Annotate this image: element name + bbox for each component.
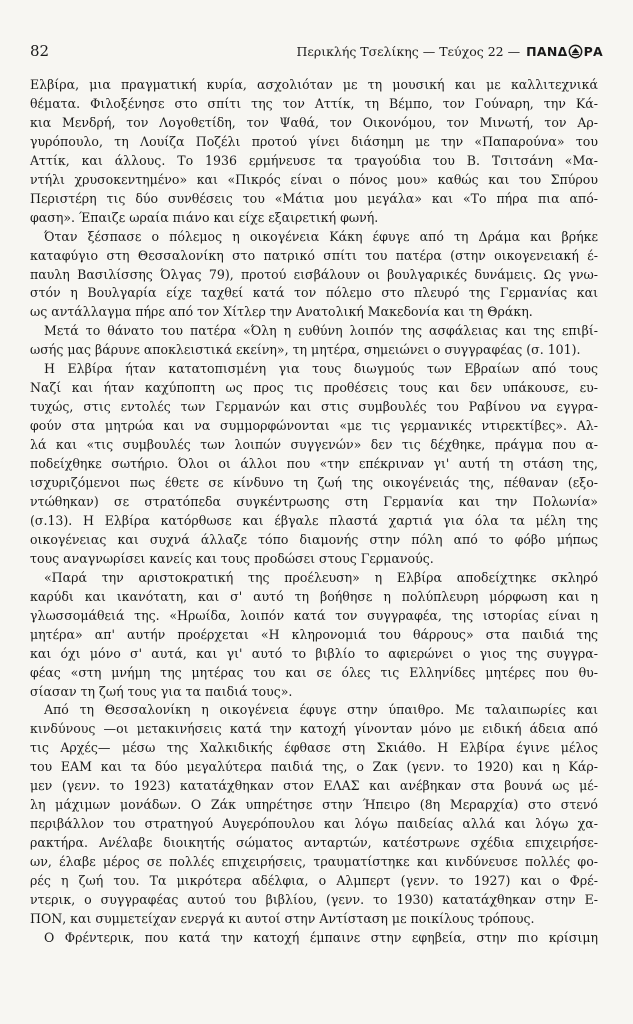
text-line: καταφύγιο στη Θεσσαλονίκη στο πατρικό σπίτι του πατέρα (στην οικογενειακή έ- — [30, 247, 598, 263]
text-line: Από τη Θεσσαλονίκη η οικογένεια έφυγε στην ύπαιθρο. Με ταλαιπωρίες και — [44, 702, 598, 718]
pandora-o-icon — [568, 44, 583, 59]
text-line: οικογένειας και συχνά άλλαζε τόπο διαμονής στην πόλη από το φόβο μήπως — [30, 531, 598, 547]
text-line: ΠΟΝ, και συμμετείχαν ενεργά κι αυτοί στην Αντίσταση με ποικίλους τρόπους. — [30, 910, 535, 926]
logo-text-right: ΡΑ — [583, 44, 603, 59]
text-line: τους αναγνωρίσει κανείς και τους προδώσει στους Γερμανούς. — [30, 550, 434, 566]
paragraph — [30, 929, 598, 948]
body-text — [30, 76, 598, 948]
text-line: του ΕΑΜ και τα δύο μεγαλύτερα παιδιά της, ο Ζακ (γενν. το 1920) και η Κάρ- — [30, 759, 598, 775]
text-line: ποδείχθηκε σωτήριο. Όλοι οι άλλοι που «την επέκριναν γι' αυτή τη στάση της, — [30, 456, 598, 472]
text-line: Η Ελβίρα ήταν κατατοπισμένη για τους διωγμούς των Εβραίων από τους — [44, 361, 598, 377]
text-line: λά και «τις συμβουλές των λοιπών συγγενών» δεν τις δέχθηκε, πράγμα που α- — [30, 437, 598, 453]
paragraph — [30, 360, 598, 568]
text-line: Όταν ξέσπασε ο πόλεμος η οικογένεια Κάκη έφυγε από τη Δράμα και βρήκε — [44, 228, 598, 244]
text-line: σίασαν τη ζωή τους για τα παιδιά τους». — [30, 683, 293, 699]
running-header — [296, 44, 603, 59]
text-line: Αττίκ, και άλλους. Το 1936 ερμήνευσε τα τραγούδια του Β. Τσιτσάνη «Μα- — [30, 152, 598, 168]
text-line: ως αντάλλαγμα πήρε από τον Χίτλερ την Ανατολική Μακεδονία και τη Θράκη. — [30, 304, 533, 320]
text-line: φαση». Έπαιζε ωραία πιάνο και είχε εξαιρετική φωνή. — [30, 209, 379, 225]
text-line: φέας «στη μνήμη της μητέρας του και σε όλες τις Ελληνίδες μητέρες που θυ- — [30, 664, 598, 680]
text-line: στόν η Βουλγαρία είχε ταχθεί κατά τον πόλεμο στο πλευρό της Γερμανίας και — [30, 285, 598, 301]
logo-text-left: ΠΑΝΔ — [526, 44, 568, 59]
text-line: και όχι μόνο σ' αυτά, και γι' αυτό το βιβλίο το αφιερώνει ο γιος της συγγρα- — [30, 645, 598, 661]
text-line: μεν (γενν. το 1923) κατατάχθηκαν στον ΕΛΑΣ και ανέβηκαν στα βουνά ως μέ- — [30, 778, 598, 794]
text-line: Ελβίρα, μια πραγματική κυρία, ασχολιόταν με τη μουσική και με καλλιτεχνικά — [30, 77, 598, 92]
text-line: γυρόπουλο, τη Λουίζα Ποζέλι προτού γίνει διάσημη με την «Παπαρούνα» του — [30, 133, 598, 149]
text-line: ρακτήρα. Ανέλαβε διοικητής σώματος ανταρτών, κατέστρωνε σχέδια επιχειρήσε- — [30, 835, 598, 851]
text-line: ισχυριζόμενοι πως έθετε σε κίνδυνο τη ζωή της οικογένειάς της, πέθαναν (εξο- — [30, 475, 598, 491]
text-line: καρύδι και ικανότατη, και σ' αυτό τη βοήθησε η πολύπλευρη μόρφωση και η — [30, 588, 598, 604]
paragraph — [30, 701, 598, 928]
paragraph — [30, 569, 598, 702]
running-title: Περικλής Τσελίκης — Τεύχος 22 — — [296, 44, 521, 59]
page-number: 82 — [30, 42, 50, 60]
text-line: Μετά το θάνατο του πατέρα «Όλη η ευθύνη λοιπόν της ασφάλειας και της επιβί- — [44, 323, 598, 339]
text-line: θέματα. Φιλοξένησε στο σπίτι της τον Αττίκ, τη Βέμπο, τον Γούναρη, την Κά- — [30, 95, 598, 111]
paragraph — [30, 228, 598, 323]
text-line: κια Μενδρή, τον Λογοθετίδη, τον Ψαθά, τον Οικονόμου, τον Μινωτή, τον Αρ- — [30, 114, 598, 130]
text-line: ντώθηκαν) σε στρατόπεδα συγκέντρωσης στη Γερμανία και την Πολωνία» — [30, 493, 598, 509]
paragraph — [30, 322, 598, 360]
text-line: ρές η ζωή του. Τα μικρότερα αδέλφια, ο Αλμπερτ (γενν. το 1927) και ο Φρέ- — [30, 873, 598, 889]
text-line: Περιστέρη τις δύο συνθέσεις του «Μάτια μου μεγάλα» και «Το πήρα πια από- — [30, 190, 598, 206]
text-line: τυχώς, στις εντολές των Γερμανών και στις συμβουλές του Ραβίνου να εγγρα- — [30, 399, 598, 415]
text-line: παυλη Βασιλίσσης Όλγας 79), προτού εισβάλουν οι βουλγαρικές δυνάμεις. Ως γνω- — [30, 266, 598, 282]
text-line: Ναζί και ήταν καχύποπτη ως προς τις προθέσεις τους και δεν υπάκουσε, ευ- — [30, 380, 598, 396]
text-line: ων, έλαβε μέρος σε πολλές επιχειρήσεις, τραυματίστηκε και κινδύνευσε πολλές φο- — [30, 854, 598, 870]
text-line: μητέρα» απ' αυτήν προέρχεται «Η κληρονομιά του θάρρους» στα παιδιά της — [30, 626, 598, 642]
text-line: περιβάλλον του στρατηγού Αυγερόπουλου και λόγω παιδείας αλλά και λόγω χα- — [30, 816, 598, 832]
text-line: ντήλι χρυσοκεντημένο» και «Πικρός είναι ο πόνος μου» καθώς και του Σπύρου — [30, 171, 598, 187]
text-line: τις Αρχές— μέσω της Χαλκιδικής έφθασε στη Σκιάθο. Η Ελβίρα έγινε μέλος — [30, 740, 598, 756]
text-line: ωσής μας βάρυνε αποκλειστικά εκείνη», τη μητέρα, σημειώνει ο συγγραφέας (σ. 101). — [30, 342, 581, 358]
paragraph — [30, 76, 598, 228]
text-line: ντερικ, ο συγγραφέας αυτού του βιβλίου, (γενν. το 1930) κατατάχθηκαν στην Ε- — [30, 891, 598, 907]
pandora-logo — [526, 44, 603, 59]
text-line: φούν στα μητρώα και να συμμορφώνονται «με τις γερμανικές ντιρεκτίβες». Αλ- — [30, 418, 598, 434]
text-line: λη μάχιμων μονάδων. Ο Ζάκ υπηρέτησε στην Ήπειρο (8η Μεραρχία) στο στενό — [30, 797, 598, 813]
page-header — [30, 42, 603, 64]
text-line: (σ.13). Η Ελβίρα κατόρθωσε και έβγαλε πλαστά χαρτιά για όλα τα μέλη της — [30, 512, 598, 528]
text-line: Ο Φρέντερικ, που κατά την κατοχή έμπαινε στην εφηβεία, στην πιο κρίσιμη — [44, 929, 598, 945]
text-line: γλωσσομάθειά της. «Ηρωίδα, λοιπόν κατά τον συγγραφέα, της ιστορίας είναι η — [30, 607, 598, 623]
text-line: κινδύνους —οι μετακινήσεις κατά την κατοχή γίνονταν μόνο με ειδική άδεια από — [30, 721, 598, 737]
text-line: «Παρά την αριστοκρατική της προέλευση» η Ελβίρα αποδείχτηκε σκληρό — [44, 569, 598, 585]
